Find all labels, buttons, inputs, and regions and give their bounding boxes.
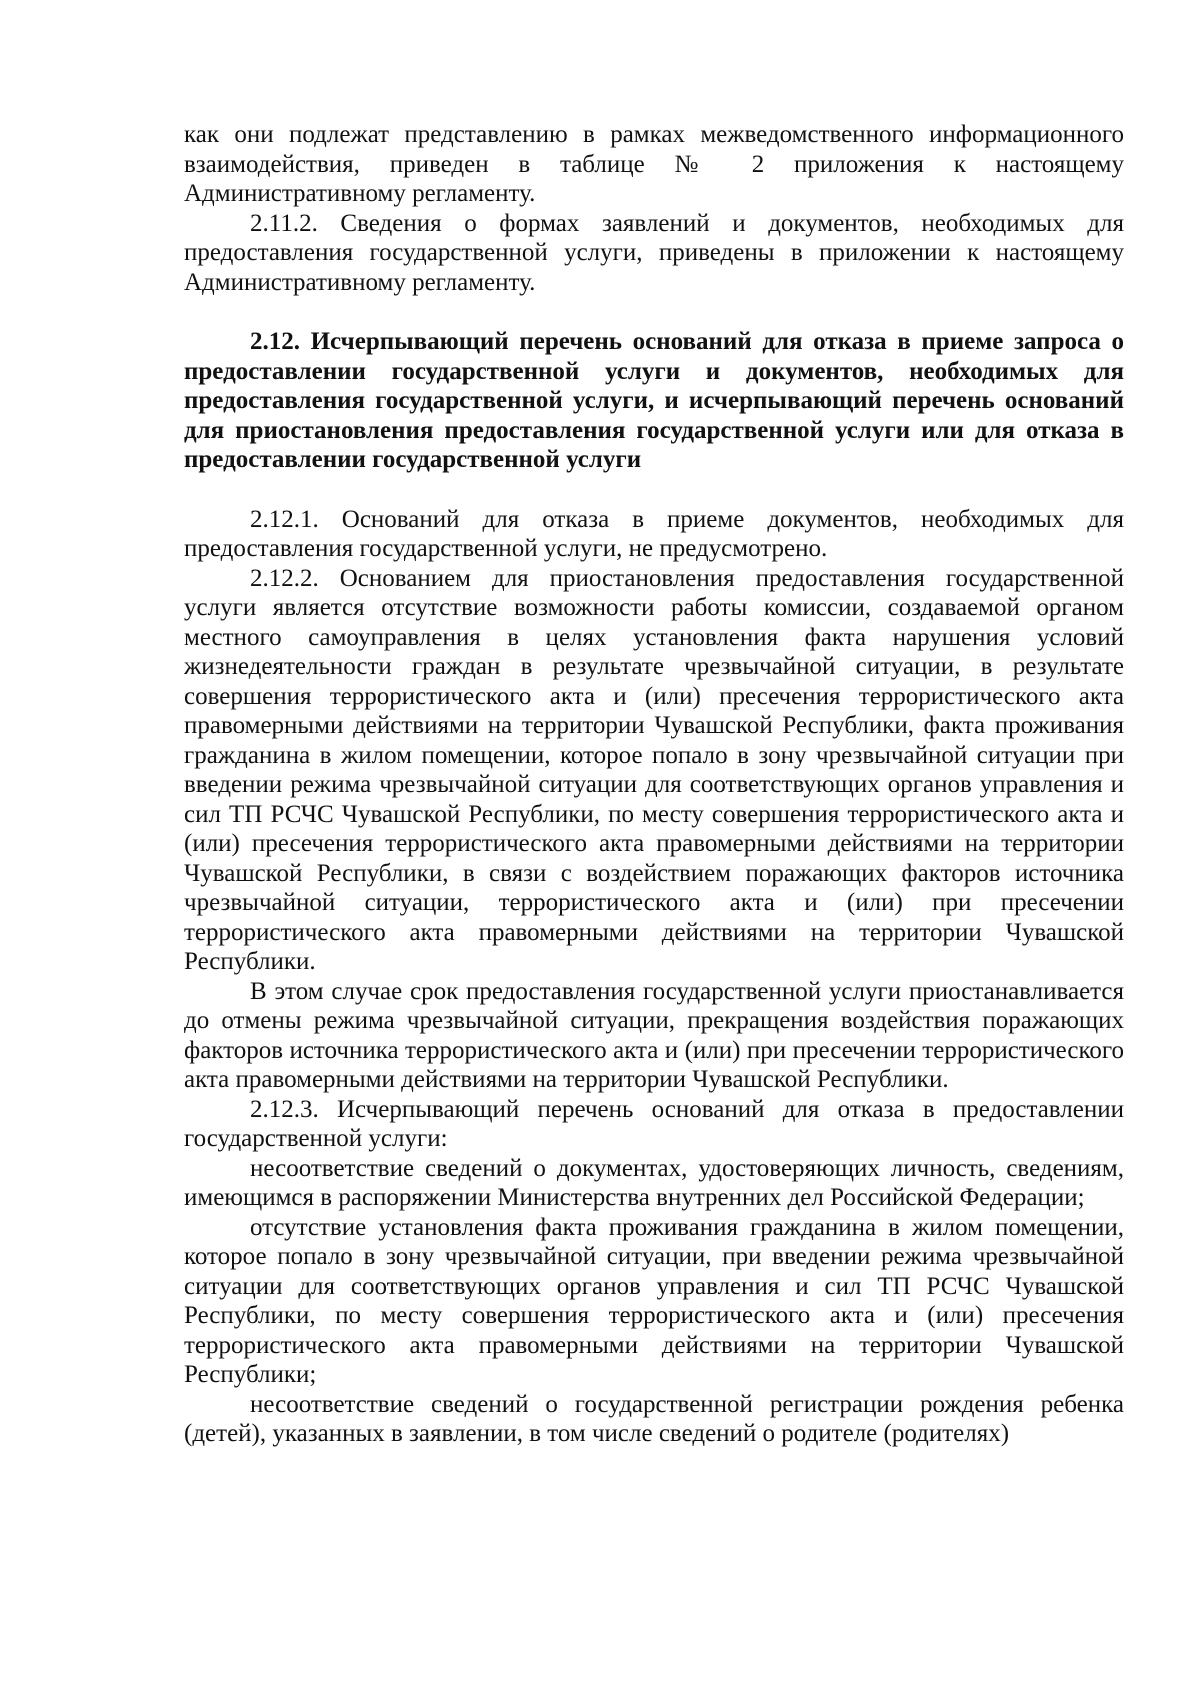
paragraph-2-12-3: 2.12.3. Исчерпывающий перечень оснований для отказа в предоставлении государственной услуги: <box>184 1095 1124 1152</box>
section-heading-2-12: 2.12. Исчерпывающий перечень оснований для отказа в приеме запроса о предоставлении государственной услуги и документов, необходимых для предоставления государственной услуги, и исчерпывающий перечень оснований для приостановления предоставления государственной услуги или для отказа в предоставлении государственной услуги <box>184 328 1124 473</box>
document-page <box>184 120 1124 1449</box>
list-item-identity-mismatch: несоответствие сведений о документах, удостоверяющих личность, сведениям, имеющимся в распоряжении Министерства внутренних дел Российской Федерации; <box>184 1154 1124 1211</box>
list-item-birth-registration-mismatch: несоответствие сведений о государственной регистрации рождения ребенка (детей), указанных в заявлении, в том числе сведений о родителе (родителях) <box>184 1390 1124 1447</box>
paragraph-suspension-term: В этом случае срок предоставления государственной услуги приостанавливается до отмены режима чрезвычайной ситуации, прекращения воздействия поражающих факторов источника террористического акта и (или) при пресечении террористического акта правомерными действиями на территории Чувашской Республики. <box>184 977 1124 1093</box>
list-item-residence-not-established: отсутствие установления факта проживания гражданина в жилом помещении, которое попало в зону чрезвычайной ситуации, при введении режима чрезвычайной ситуации для соответствующих органов управления и сил ТП РСЧС Чувашской Республики, по месту совершения террористического акта и (или) пресечения террористического акта правомерными действиями на территории Чувашской Республики; <box>184 1213 1124 1388</box>
paragraph-2-12-2: 2.12.2. Основанием для приостановления предоставления государственной услуги является отсутствие возможности работы комиссии, создаваемой органом местного самоуправления в целях установления факта нарушения условий жизнедеятельности граждан в результате чрезвычайной ситуации, в результате совершения террористического акта и (или) пресечения террористического акта правомерными действиями на территории Чувашской Республики, факта проживания гражданина в жилом помещении, которое попало в зону чрезвычайной ситуации при введении режима чрезвычайной ситуации для соответствующих органов управления и сил ТП РСЧС Чувашской Республики, по месту совершения террористического акта и (или) пресечения террористического акта правомерными действиями на территории Чувашской Республики, в связи с воздействием поражающих факторов источника чрезвычайной ситуации, террористического акта и (или) при пресечении террористического акта правомерными действиями на территории Чувашской Республики. <box>184 564 1124 975</box>
paragraph-2-11-2: 2.11.2. Сведения о формах заявлений и документов, необходимых для предоставления государственной услуги, приведены в приложении к настоящему Административному регламенту. <box>184 209 1124 296</box>
paragraph-2-12-1: 2.12.1. Оснований для отказа в приеме документов, необходимых для предоставления государственной услуги, не предусмотрено. <box>184 505 1124 562</box>
paragraph-continuation: как они подлежат представлению в рамках межведомственного информационного взаимодействия, приведен в таблице № 2 приложения к настоящему Административному регламенту. <box>184 121 1124 207</box>
